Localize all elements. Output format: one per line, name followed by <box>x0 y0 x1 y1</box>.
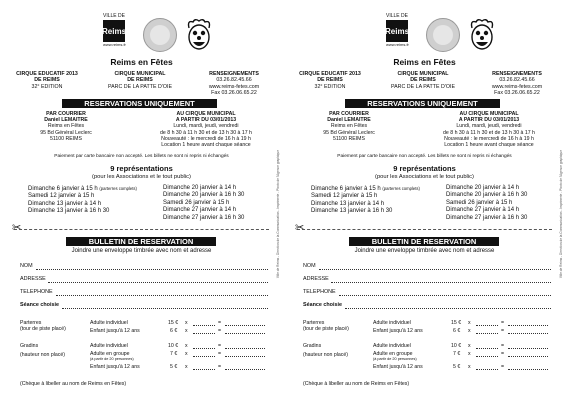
field-nom-line[interactable] <box>36 269 268 270</box>
banner-reservations: RESERVATIONS UNIQUEMENT <box>62 99 217 108</box>
tarif-price: 7 € <box>453 351 461 357</box>
gradins-title: Gradins <box>20 343 39 349</box>
date-item: Dimanche 13 janvier à 16 h 30 <box>28 208 110 215</box>
logo-row <box>103 14 213 54</box>
gradins-row <box>373 351 417 361</box>
cirque-line: Nouveauté : le mercredi de 16 h à 19 h <box>161 135 251 142</box>
quantity-field[interactable] <box>476 369 498 370</box>
tarif-eq: = <box>218 343 222 349</box>
parterres-subtitle: (tour de piste placé) <box>303 326 349 332</box>
tarif-x: x <box>468 328 471 334</box>
date-item: Dimanche 20 janvier à 16 h 30 <box>446 192 528 199</box>
tarif-label: Adulte individuel <box>90 320 128 326</box>
field-adresse-line[interactable] <box>331 282 551 283</box>
logo-url: www.reims.fr <box>386 42 409 47</box>
date-item: Dimanche 20 janvier à 14 h <box>446 185 520 191</box>
tarif-eq: = <box>218 364 222 370</box>
parterres-label <box>303 320 349 332</box>
gradins-subtitle: (hauteur non placé) <box>303 352 348 358</box>
join-envelope-note: Joindre une enveloppe timbrée avec nom et adresse <box>71 248 212 254</box>
date-item <box>311 185 439 193</box>
courrier-line: PAR COURRIER <box>46 111 86 117</box>
total-field[interactable] <box>508 333 548 334</box>
gradins-row <box>90 343 128 349</box>
ville-de-reims-logo <box>103 14 125 52</box>
total-field[interactable] <box>508 356 548 357</box>
quantity-field[interactable] <box>476 325 498 326</box>
logo-reims-box: Reims <box>386 20 408 42</box>
parterres-row <box>90 328 140 334</box>
field-telephone-line[interactable] <box>56 295 268 296</box>
field-adresse-label: ADRESSE <box>303 276 329 282</box>
col1-line: DE REIMS <box>34 77 60 84</box>
gradins-row <box>90 351 134 361</box>
tarif-eq: = <box>218 328 222 334</box>
col2-line: PARC DE LA PATTE D'OIE <box>391 83 455 90</box>
date-item: Dimanche 20 janvier à 16 h 30 <box>163 192 245 199</box>
info-col-cirque-municipal <box>378 71 468 90</box>
date-item: Samedi 26 janvier à 15 h <box>446 199 513 206</box>
cirque-line: AU CIRQUE MUNICIPAL <box>459 111 519 117</box>
info-col-cirque-educatif <box>289 71 371 90</box>
tarif-label: Adulte individuel <box>373 343 411 349</box>
tarif-eq: = <box>501 343 505 349</box>
total-field[interactable] <box>225 356 265 357</box>
gradins-row <box>90 364 140 370</box>
vertical-credit: Ville de Reims - Direction de la Communication - Imprimerie - Photo de l'Agence graphique <box>276 150 280 279</box>
title: Reims en Fêtes <box>393 57 456 67</box>
total-field[interactable] <box>225 333 265 334</box>
tarif-sublabel: (à partir de 20 personnes) <box>373 357 417 361</box>
col2-line: DE REIMS <box>410 77 436 84</box>
logo-reims-box: Reims <box>103 20 125 42</box>
info-col-cirque-educatif <box>6 71 88 90</box>
banner-reservations: RESERVATIONS UNIQUEMENT <box>345 99 500 108</box>
date-text: Dimanche 6 janvier à 15 h <box>28 186 98 192</box>
logo-ville-de: VILLE DE <box>103 13 125 19</box>
tarif-x: x <box>468 320 471 326</box>
field-telephone-line[interactable] <box>339 295 551 296</box>
courrier-line: Daniel LEMAITRE <box>327 117 371 124</box>
au-cirque-block <box>415 111 563 148</box>
tarif-sublabel: (à partir de 20 personnes) <box>90 357 134 361</box>
date-item <box>28 185 156 193</box>
banner-bulletin: BULLETIN DE RESERVATION <box>66 237 216 246</box>
gradins-row <box>373 364 423 370</box>
par-courrier-block <box>289 111 409 142</box>
field-nom-label: NOM <box>20 263 33 269</box>
cut-line <box>14 229 269 230</box>
field-seance-label: Séance choisie <box>303 302 342 308</box>
parterres-row <box>90 320 128 326</box>
representations-subtitle: (pour les Associations et le tout public) <box>375 174 474 180</box>
date-item: Samedi 26 janvier à 15 h <box>163 199 230 206</box>
col3-line: Fax 03.26.06.65.22 <box>494 89 540 96</box>
total-field[interactable] <box>508 348 548 349</box>
cirque-line: de 8 h 30 à 11 h 30 et de 13 h 30 à 17 h <box>160 129 252 136</box>
date-item: Samedi 12 janvier à 15 h <box>311 193 378 200</box>
tarif-eq: = <box>218 320 222 326</box>
tarif-eq: = <box>501 351 505 357</box>
field-adresse-label: ADRESSE <box>20 276 46 282</box>
tarif-price: 15 € <box>451 320 462 326</box>
tarif-eq: = <box>501 364 505 370</box>
parterres-row <box>373 320 411 326</box>
tarif-x: x <box>468 351 471 357</box>
representations-subtitle: (pour les Associations et le tout public) <box>92 174 191 180</box>
parterres-row <box>373 328 423 334</box>
cirque-line: Lundi, mardi, jeudi, vendredi <box>173 123 239 130</box>
field-adresse-line[interactable] <box>48 282 268 283</box>
col3-line: www.reims-fetes.com <box>208 83 260 90</box>
quantity-field[interactable] <box>476 348 498 349</box>
tarif-label: Enfant jusqu'à 12 ans <box>90 328 140 334</box>
tarif-label: Adulte en groupe <box>373 351 413 357</box>
courrier-line: 51100 REIMS <box>50 135 82 142</box>
dates-left <box>311 185 439 216</box>
date-item: Dimanche 20 janvier à 14 h <box>163 185 237 191</box>
date-text: Dimanche 6 janvier à 15 h <box>311 186 381 192</box>
tarif-label: Adulte individuel <box>90 343 128 349</box>
info-col-cirque-municipal <box>95 71 185 90</box>
tarif-price: 5 € <box>170 364 178 370</box>
dates-right <box>446 185 561 222</box>
date-item: Dimanche 27 janvier à 16 h 30 <box>446 214 528 221</box>
scissors-icon: ✂ <box>295 222 305 234</box>
logo-ville-de: VILLE DE <box>386 13 408 19</box>
cirque-line: Location 1 heure avant chaque séance <box>444 142 534 149</box>
tarif-label: Enfant jusqu'à 12 ans <box>373 328 423 334</box>
col2-line: CIRQUE MUNICIPAL <box>397 71 449 77</box>
col3-line: RENSEIGNEMENTS <box>492 71 542 77</box>
cut-line <box>297 229 552 230</box>
parterres-label <box>20 320 66 332</box>
quantity-field[interactable] <box>193 356 215 357</box>
date-item: Dimanche 13 janvier à 16 h 30 <box>311 208 393 215</box>
cirque-line: Nouveauté : le mercredi de 16 h à 19 h <box>444 135 534 142</box>
date-item: Dimanche 13 janvier à 14 h <box>311 200 385 207</box>
col1-line: CIRQUE EDUCATIF 2013 <box>16 71 78 77</box>
courrier-line: Daniel LEMAITRE <box>44 117 88 124</box>
field-nom-line[interactable] <box>319 269 551 270</box>
field-seance-line[interactable] <box>62 308 268 309</box>
courrier-line: 51100 REIMS <box>333 135 365 142</box>
total-field[interactable] <box>225 325 265 326</box>
quantity-field[interactable] <box>476 356 498 357</box>
title: Reims en Fêtes <box>110 57 173 67</box>
col3-line: Fax 03.26.06.65.22 <box>211 89 257 96</box>
logo-url: www.reims.fr <box>103 42 126 47</box>
tarif-x: x <box>185 320 188 326</box>
quantity-field[interactable] <box>193 348 215 349</box>
col1-line: CIRQUE EDUCATIF 2013 <box>299 71 361 77</box>
quantity-field[interactable] <box>193 325 215 326</box>
par-courrier-block <box>6 111 126 142</box>
banner-bulletin: BULLETIN DE RESERVATION <box>349 237 499 246</box>
field-nom-label: NOM <box>303 263 316 269</box>
field-seance-label: Séance choisie <box>20 302 59 308</box>
date-note: (parterres complets) <box>382 186 420 191</box>
payment-note: Paiement par carte bancaire non accepté. Les billets ne sont ni repris ni échangés <box>54 154 229 159</box>
cirque-line: Lundi, mardi, jeudi, vendredi <box>456 123 522 130</box>
courrier-line: PAR COURRIER <box>329 111 369 117</box>
tarif-x: x <box>468 364 471 370</box>
tarif-x: x <box>185 351 188 357</box>
tarif-price: 5 € <box>453 364 461 370</box>
representations-title: 9 représentations <box>393 164 456 173</box>
tarif-price: 10 € <box>168 343 179 349</box>
parterres-title: Parterres <box>20 320 42 326</box>
tarif-eq: = <box>501 320 505 326</box>
tarif-price: 15 € <box>168 320 179 326</box>
quantity-field[interactable] <box>476 333 498 334</box>
col1-line: 32° EDITION <box>31 83 63 90</box>
tarif-eq: = <box>501 328 505 334</box>
gradins-subtitle: (hauteur non placé) <box>20 352 65 358</box>
cirque-line: Location 1 heure avant chaque séance <box>161 142 251 149</box>
parterres-title: Parterres <box>303 320 325 326</box>
date-item: Dimanche 27 janvier à 14 h <box>163 207 237 214</box>
date-note: (parterres complets) <box>99 186 137 191</box>
tarif-price: 7 € <box>170 351 178 357</box>
tarif-label: Enfant jusqu'à 12 ans <box>90 364 140 370</box>
gradins-row <box>373 343 411 349</box>
tarif-x: x <box>185 328 188 334</box>
medal-logo-icon <box>426 18 460 52</box>
dates-right <box>163 185 278 222</box>
join-envelope-note: Joindre une enveloppe timbrée avec nom et adresse <box>354 248 495 254</box>
quantity-field[interactable] <box>193 333 215 334</box>
col2-line: DE REIMS <box>127 77 153 84</box>
info-col-renseignements <box>473 71 561 96</box>
cirque-line: AU CIRQUE MUNICIPAL <box>176 111 236 117</box>
total-field[interactable] <box>225 369 265 370</box>
cirque-line: de 8 h 30 à 11 h 30 et de 13 h 30 à 17 h <box>443 129 535 136</box>
tarif-label: Adulte individuel <box>373 320 411 326</box>
col3-line: 03.26.82.45.66 <box>499 77 535 84</box>
date-item: Dimanche 13 janvier à 14 h <box>28 200 102 207</box>
ville-de-reims-logo <box>386 14 408 52</box>
tarif-price: 10 € <box>451 343 462 349</box>
tarif-x: x <box>468 343 471 349</box>
tarif-price: 6 € <box>453 328 461 334</box>
dates-left <box>28 185 156 216</box>
date-item: Dimanche 27 janvier à 14 h <box>446 207 520 214</box>
info-col-renseignements <box>190 71 278 96</box>
tarif-label: Enfant jusqu'à 12 ans <box>373 364 423 370</box>
au-cirque-block <box>132 111 280 148</box>
medal-logo-icon <box>143 18 177 52</box>
gradins-title: Gradins <box>303 343 322 349</box>
flyer-copy-right <box>283 0 566 400</box>
courrier-line: Reims en Fêtes <box>47 123 85 130</box>
total-field[interactable] <box>508 325 548 326</box>
field-telephone-label: TELEPHONE <box>20 289 53 295</box>
scissors-icon: ✂ <box>12 222 22 234</box>
vertical-credit: Ville de Reims - Direction de la Communication - Imprimerie - Photo de l'Agence graphique <box>559 150 563 279</box>
clown-face-icon <box>468 18 496 52</box>
quantity-field[interactable] <box>193 369 215 370</box>
col3-line: 03.26.82.45.66 <box>216 77 252 84</box>
courrier-line: Reims en Fêtes <box>330 123 368 130</box>
col3-line: RENSEIGNEMENTS <box>209 71 259 77</box>
col2-line: CIRQUE MUNICIPAL <box>114 71 166 77</box>
gradins-label <box>20 343 65 358</box>
col1-line: DE REIMS <box>317 77 343 84</box>
tarif-x: x <box>185 343 188 349</box>
representations-title: 9 représentations <box>110 164 173 173</box>
payment-note: Paiement par carte bancaire non accepté. Les billets ne sont ni repris ni échangés <box>337 154 512 159</box>
col3-line: www.reims-fetes.com <box>491 83 543 90</box>
date-item: Samedi 12 janvier à 15 h <box>28 193 95 200</box>
gradins-label <box>303 343 348 358</box>
total-field[interactable] <box>225 348 265 349</box>
cheque-note: (Chèque à libeller au nom de Reims en Fêtes) <box>20 381 127 387</box>
cirque-line: A PARTIR DU 03/01/2013 <box>458 117 520 124</box>
courrier-line: 95 Bd Général Leclerc <box>40 129 92 136</box>
cheque-note: (Chèque à libeller au nom de Reims en Fêtes) <box>303 381 410 387</box>
field-seance-line[interactable] <box>345 308 551 309</box>
tarif-price: 6 € <box>170 328 178 334</box>
tarif-x: x <box>185 364 188 370</box>
col1-line: 32° EDITION <box>314 83 346 90</box>
parterres-subtitle: (tour de piste placé) <box>20 326 66 332</box>
cirque-line: A PARTIR DU 03/01/2013 <box>175 117 237 124</box>
date-item: Dimanche 27 janvier à 16 h 30 <box>163 214 245 221</box>
logo-row <box>386 14 496 54</box>
clown-face-icon <box>185 18 213 52</box>
total-field[interactable] <box>508 369 548 370</box>
field-telephone-label: TELEPHONE <box>303 289 336 295</box>
tarif-label: Adulte en groupe <box>90 351 130 357</box>
col2-line: PARC DE LA PATTE D'OIE <box>108 83 172 90</box>
courrier-line: 95 Bd Général Leclerc <box>323 129 375 136</box>
tarif-eq: = <box>218 351 222 357</box>
